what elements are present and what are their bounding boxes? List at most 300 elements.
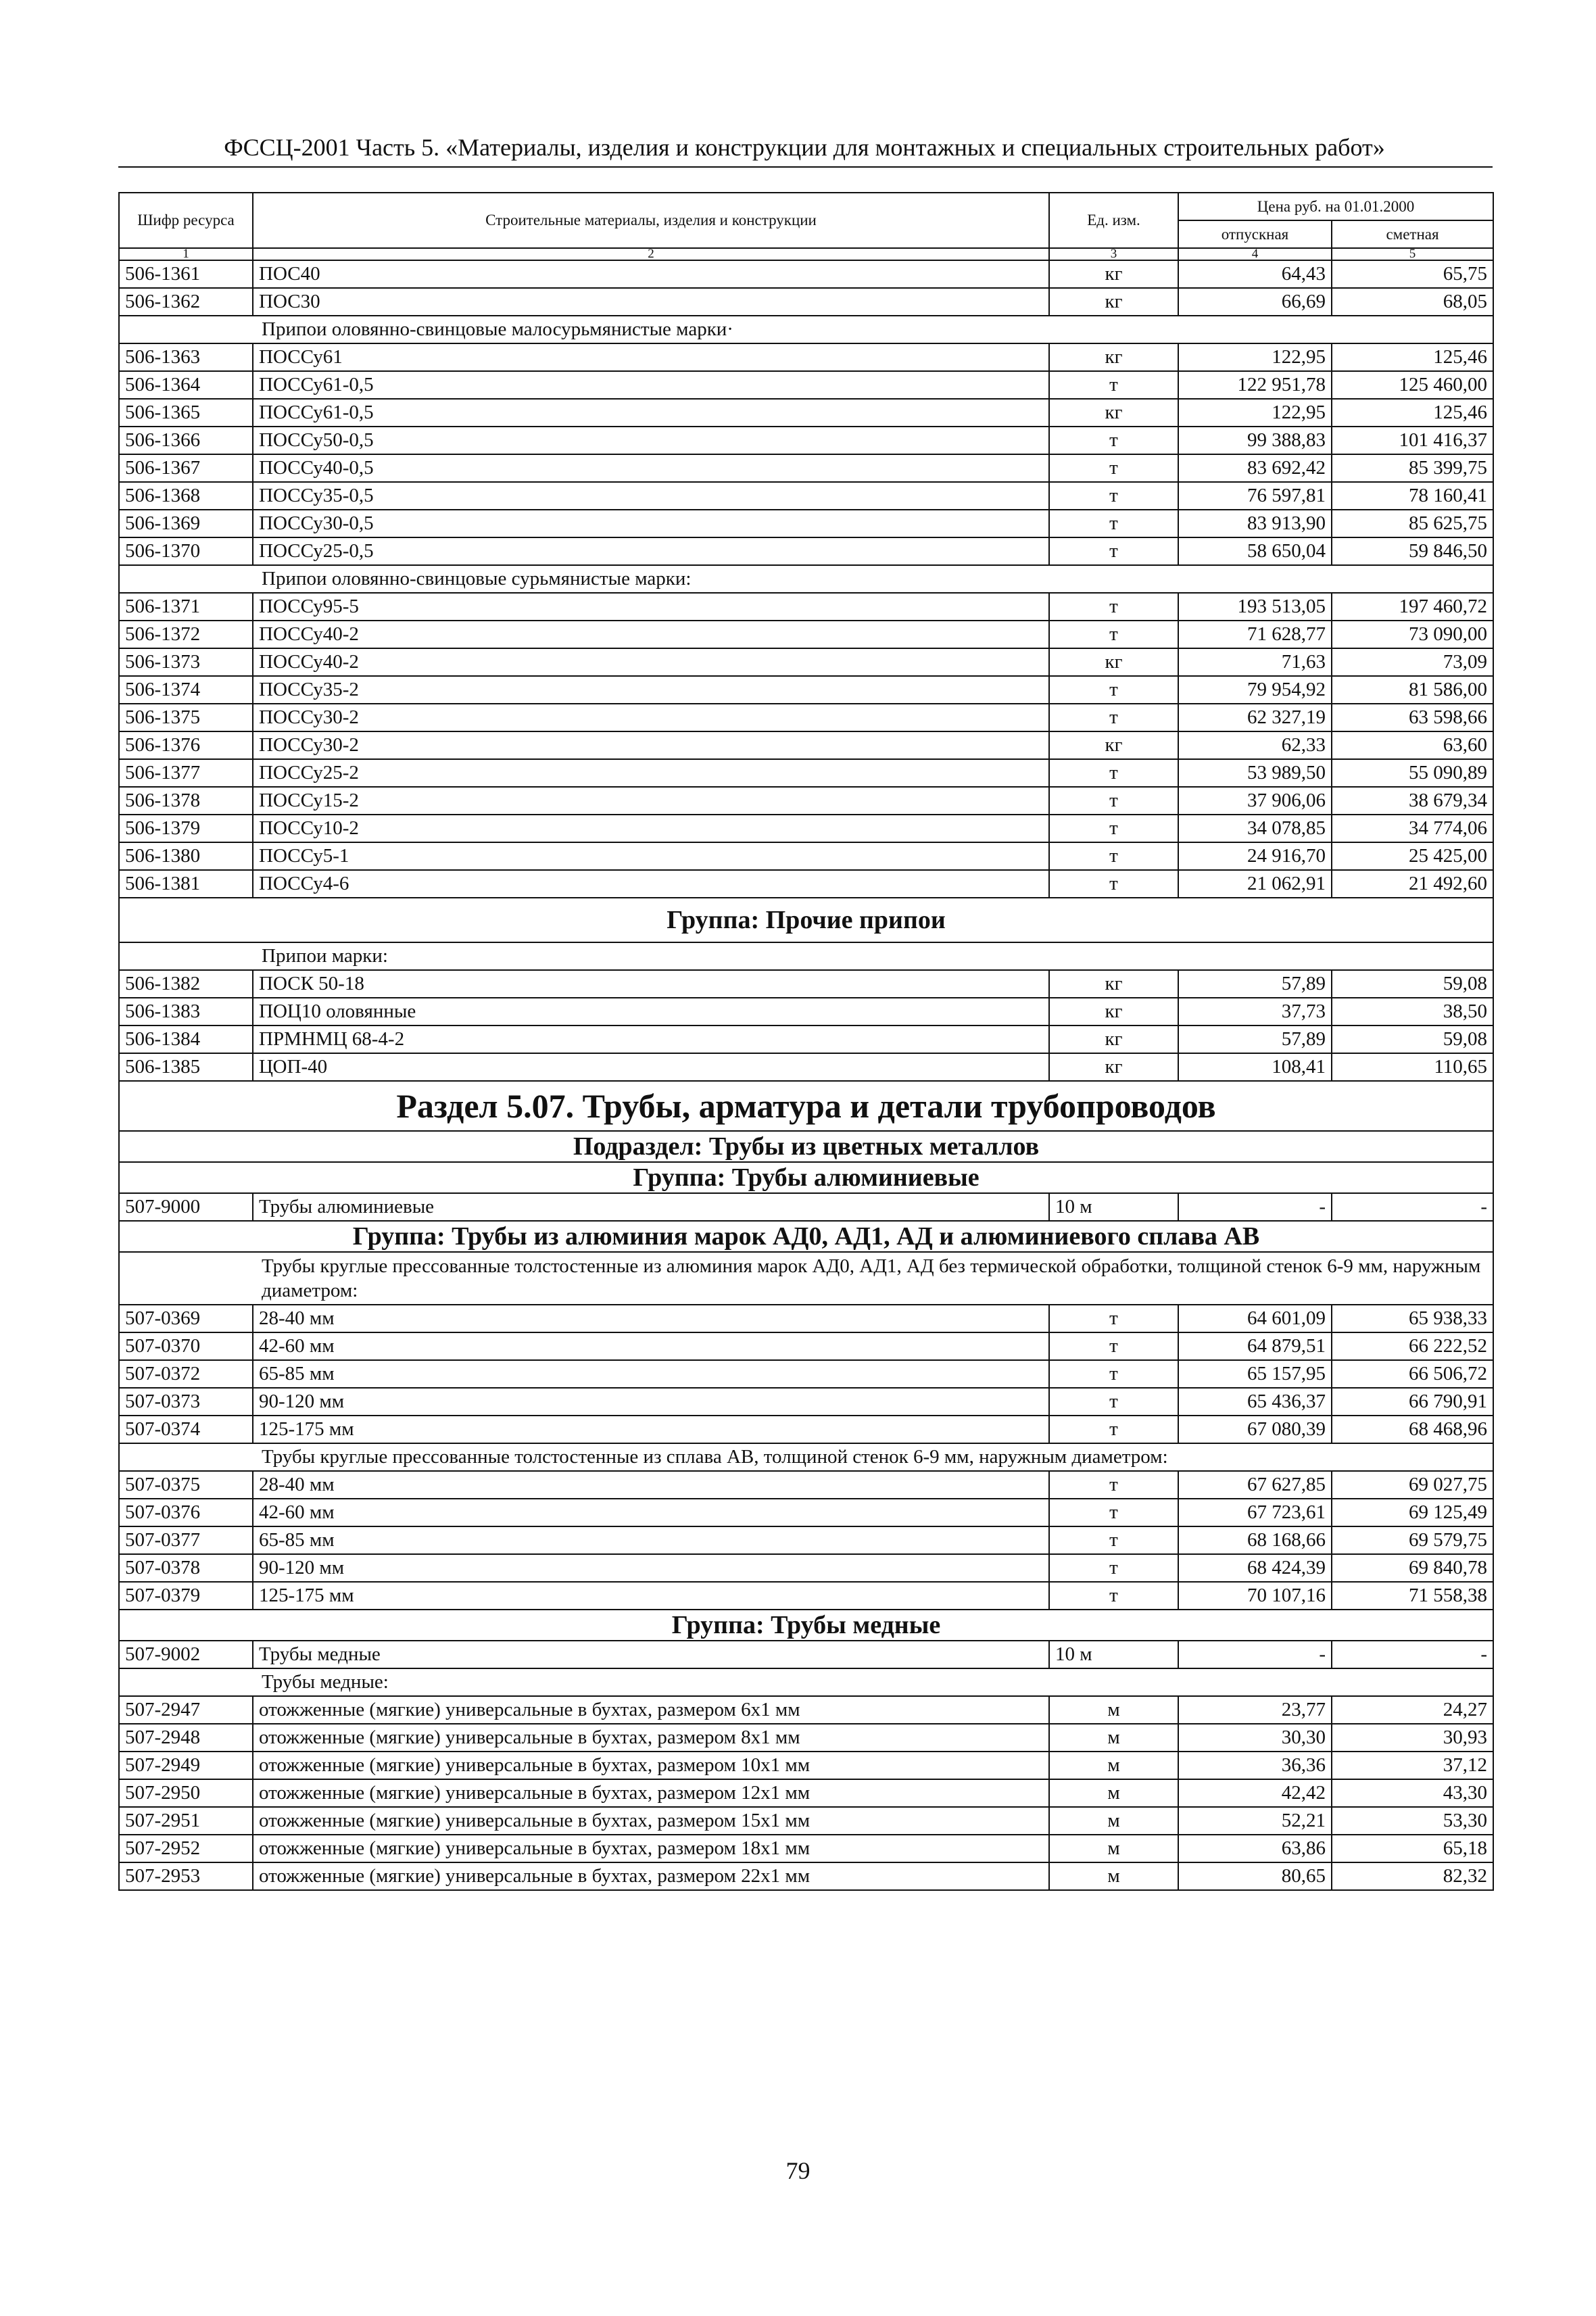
release-price: 57,89 xyxy=(1178,1026,1332,1053)
release-price: 64,43 xyxy=(1178,260,1332,288)
resource-code: 507-9002 xyxy=(119,1641,253,1668)
estimate-price: 66 790,91 xyxy=(1332,1388,1493,1416)
release-price: 37,73 xyxy=(1178,998,1332,1026)
unit-cell: т xyxy=(1049,510,1178,537)
estimate-price: 66 222,52 xyxy=(1332,1332,1493,1360)
subheading-row-row xyxy=(119,1252,1493,1305)
material-name: ПОССу50-0,5 xyxy=(253,427,1049,454)
subheading-row-row xyxy=(119,1668,1493,1696)
col-header-name: Строительные материалы, изделия и конструкции xyxy=(253,193,1049,248)
resource-code: 507-9000 xyxy=(119,1193,253,1221)
release-price: 21 062,91 xyxy=(1178,870,1332,898)
release-price: 71 628,77 xyxy=(1178,621,1332,648)
material-name: Трубы медные xyxy=(253,1641,1049,1668)
unit-cell: т xyxy=(1049,454,1178,482)
unit-cell: т xyxy=(1049,482,1178,510)
material-name: отожженные (мягкие) универсальные в бухтах, размером 12х1 мм xyxy=(253,1779,1049,1807)
subheading-row: Припои оловянно-свинцовые малосурьмянистые марки· xyxy=(119,316,1493,343)
release-price: 68 168,66 xyxy=(1178,1526,1332,1554)
col-header-release: отпускная xyxy=(1178,220,1332,248)
unit-cell: м xyxy=(1049,1724,1178,1752)
unit-cell: т xyxy=(1049,787,1178,815)
estimate-price: 81 586,00 xyxy=(1332,676,1493,704)
material-name: ПОССу15-2 xyxy=(253,787,1049,815)
table-row xyxy=(119,1332,1493,1360)
estimate-price: 125,46 xyxy=(1332,343,1493,371)
unit-cell: кг xyxy=(1049,998,1178,1026)
unit-cell: т xyxy=(1049,593,1178,621)
release-price: 68 424,39 xyxy=(1178,1554,1332,1582)
group-heading: Группа: Трубы из алюминия марок АД0, АД1, АД и алюминиевого сплава АВ xyxy=(119,1221,1493,1252)
unit-cell: т xyxy=(1049,1416,1178,1443)
resource-code: 506-1375 xyxy=(119,704,253,731)
estimate-price: 197 460,72 xyxy=(1332,593,1493,621)
unit-cell: т xyxy=(1049,870,1178,898)
estimate-price: 68 468,96 xyxy=(1332,1416,1493,1443)
release-price: 62 327,19 xyxy=(1178,704,1332,731)
table-row xyxy=(119,371,1493,399)
resource-code: 506-1362 xyxy=(119,288,253,316)
resource-code: 507-2948 xyxy=(119,1724,253,1752)
group-heading-row xyxy=(119,1221,1493,1252)
unit-cell: кг xyxy=(1049,260,1178,288)
estimate-price: 125,46 xyxy=(1332,399,1493,427)
col-number: 4 xyxy=(1178,248,1332,260)
table-row xyxy=(119,288,1493,316)
estimate-price: 43,30 xyxy=(1332,1779,1493,1807)
release-price: 24 916,70 xyxy=(1178,842,1332,870)
material-name: 90-120 мм xyxy=(253,1388,1049,1416)
col-number: 5 xyxy=(1332,248,1493,260)
release-price: 193 513,05 xyxy=(1178,593,1332,621)
table-row xyxy=(119,1193,1493,1221)
estimate-price: 63 598,66 xyxy=(1332,704,1493,731)
release-price: 71,63 xyxy=(1178,648,1332,676)
release-price: 108,41 xyxy=(1178,1053,1332,1081)
unit-cell: т xyxy=(1049,1332,1178,1360)
resource-code: 506-1380 xyxy=(119,842,253,870)
unit-cell: кг xyxy=(1049,648,1178,676)
unit-cell: кг xyxy=(1049,399,1178,427)
release-price: 122 951,78 xyxy=(1178,371,1332,399)
release-price: 67 723,61 xyxy=(1178,1499,1332,1526)
table-row xyxy=(119,731,1493,759)
subheading-row-row xyxy=(119,942,1493,970)
group-heading: Подраздел: Трубы из цветных металлов xyxy=(119,1131,1493,1162)
estimate-price: 65 938,33 xyxy=(1332,1305,1493,1332)
unit-cell: т xyxy=(1049,1305,1178,1332)
col-number: 2 xyxy=(253,248,1049,260)
unit-cell: т xyxy=(1049,759,1178,787)
material-name: ПОССу25-2 xyxy=(253,759,1049,787)
resource-code: 507-2953 xyxy=(119,1862,253,1890)
release-price: 52,21 xyxy=(1178,1807,1332,1835)
estimate-price: 66 506,72 xyxy=(1332,1360,1493,1388)
estimate-price: 25 425,00 xyxy=(1332,842,1493,870)
resource-code: 506-1379 xyxy=(119,815,253,842)
unit-cell: кг xyxy=(1049,343,1178,371)
release-price: 58 650,04 xyxy=(1178,537,1332,565)
resource-code: 507-0374 xyxy=(119,1416,253,1443)
resource-code: 506-1369 xyxy=(119,510,253,537)
material-name: ПОССу95-5 xyxy=(253,593,1049,621)
table-row xyxy=(119,537,1493,565)
table-row xyxy=(119,1526,1493,1554)
unit-cell: т xyxy=(1049,704,1178,731)
estimate-price: 30,93 xyxy=(1332,1724,1493,1752)
page-number: 79 xyxy=(785,2157,811,2184)
estimate-price: 34 774,06 xyxy=(1332,815,1493,842)
unit-cell: т xyxy=(1049,1582,1178,1610)
table-row xyxy=(119,648,1493,676)
resource-code: 507-0372 xyxy=(119,1360,253,1388)
table-row xyxy=(119,970,1493,998)
material-name: ПОССу30-2 xyxy=(253,704,1049,731)
subheading-row-row xyxy=(119,1443,1493,1471)
unit-cell: кг xyxy=(1049,1053,1178,1081)
resource-code: 506-1372 xyxy=(119,621,253,648)
release-price: 57,89 xyxy=(1178,970,1332,998)
release-price: 66,69 xyxy=(1178,288,1332,316)
resource-code: 507-2952 xyxy=(119,1835,253,1862)
table-row xyxy=(119,621,1493,648)
table-row xyxy=(119,1416,1493,1443)
estimate-price: 101 416,37 xyxy=(1332,427,1493,454)
estimate-price: 38,50 xyxy=(1332,998,1493,1026)
table-row xyxy=(119,1305,1493,1332)
col-header-estimate: сметная xyxy=(1332,220,1493,248)
material-name: 125-175 мм xyxy=(253,1416,1049,1443)
material-name: ПОС30 xyxy=(253,288,1049,316)
resource-code: 507-0378 xyxy=(119,1554,253,1582)
resource-code: 506-1378 xyxy=(119,787,253,815)
resource-code: 506-1374 xyxy=(119,676,253,704)
table-row xyxy=(119,759,1493,787)
estimate-price: 78 160,41 xyxy=(1332,482,1493,510)
material-name: отожженные (мягкие) универсальные в бухтах, размером 22х1 мм xyxy=(253,1862,1049,1890)
unit-cell: т xyxy=(1049,621,1178,648)
material-name: 125-175 мм xyxy=(253,1582,1049,1610)
estimate-price: 55 090,89 xyxy=(1332,759,1493,787)
release-price: 42,42 xyxy=(1178,1779,1332,1807)
table-row xyxy=(119,787,1493,815)
material-name: ЦОП-40 xyxy=(253,1053,1049,1081)
table-row xyxy=(119,343,1493,371)
page-header: ФССЦ-2001 Часть 5. «Материалы, изделия и конструкции для монтажных и специальных строительных работ» xyxy=(224,134,1385,161)
unit-cell: 10 м xyxy=(1049,1641,1178,1668)
unit-cell: т xyxy=(1049,1471,1178,1499)
table-row xyxy=(119,704,1493,731)
unit-cell: м xyxy=(1049,1752,1178,1779)
table-row xyxy=(119,1696,1493,1724)
release-price: 34 078,85 xyxy=(1178,815,1332,842)
material-name: ПОССу5-1 xyxy=(253,842,1049,870)
estimate-price: 73 090,00 xyxy=(1332,621,1493,648)
material-name: ПОССу61-0,5 xyxy=(253,399,1049,427)
release-price: 30,30 xyxy=(1178,1724,1332,1752)
table-row xyxy=(119,1471,1493,1499)
unit-cell: кг xyxy=(1049,970,1178,998)
resource-code: 506-1363 xyxy=(119,343,253,371)
table-row xyxy=(119,676,1493,704)
release-price: 122,95 xyxy=(1178,399,1332,427)
resource-code: 507-2950 xyxy=(119,1779,253,1807)
unit-cell: т xyxy=(1049,1554,1178,1582)
subheading-row: Трубы круглые прессованные толстостенные из сплава АВ, толщиной стенок 6-9 мм, наружным диаметром: xyxy=(119,1443,1493,1471)
material-name: ПОССу30-2 xyxy=(253,731,1049,759)
estimate-price: - xyxy=(1332,1641,1493,1668)
table-row xyxy=(119,260,1493,288)
resource-code: 506-1371 xyxy=(119,593,253,621)
estimate-price: 59 846,50 xyxy=(1332,537,1493,565)
resource-code: 507-0373 xyxy=(119,1388,253,1416)
table-row xyxy=(119,998,1493,1026)
section-heading-row xyxy=(119,1081,1493,1131)
unit-cell: т xyxy=(1049,1526,1178,1554)
unit-cell: т xyxy=(1049,676,1178,704)
unit-cell: т xyxy=(1049,1499,1178,1526)
table-row xyxy=(119,1724,1493,1752)
group-heading-row xyxy=(119,1162,1493,1193)
unit-cell: т xyxy=(1049,1388,1178,1416)
subheading-row-row xyxy=(119,565,1493,593)
release-price: 67 627,85 xyxy=(1178,1471,1332,1499)
material-name: ПОССу30-0,5 xyxy=(253,510,1049,537)
resource-code: 506-1383 xyxy=(119,998,253,1026)
estimate-price: 82,32 xyxy=(1332,1862,1493,1890)
estimate-price: 110,65 xyxy=(1332,1053,1493,1081)
material-name: 28-40 мм xyxy=(253,1305,1049,1332)
release-price: 65 436,37 xyxy=(1178,1388,1332,1416)
unit-cell: т xyxy=(1049,1360,1178,1388)
resource-code: 506-1367 xyxy=(119,454,253,482)
table-row xyxy=(119,1641,1493,1668)
release-price: 37 906,06 xyxy=(1178,787,1332,815)
table-row xyxy=(119,454,1493,482)
resource-code: 506-1373 xyxy=(119,648,253,676)
subheading-row: Трубы круглые прессованные толстостенные из алюминия марок АД0, АД1, АД без термической обработки, толщиной стенок 6-9 мм, наружным диаметром: xyxy=(119,1252,1493,1305)
table-row xyxy=(119,399,1493,427)
unit-cell: кг xyxy=(1049,1026,1178,1053)
table-row xyxy=(119,1835,1493,1862)
resource-code: 507-2949 xyxy=(119,1752,253,1779)
resource-code: 507-2947 xyxy=(119,1696,253,1724)
table-row xyxy=(119,593,1493,621)
table-row xyxy=(119,1360,1493,1388)
table-row xyxy=(119,1582,1493,1610)
material-name: ПРМНМЦ 68-4-2 xyxy=(253,1026,1049,1053)
estimate-price: 69 125,49 xyxy=(1332,1499,1493,1526)
resource-code: 507-0379 xyxy=(119,1582,253,1610)
release-price: 65 157,95 xyxy=(1178,1360,1332,1388)
group-heading-row xyxy=(119,1131,1493,1162)
unit-cell: т xyxy=(1049,427,1178,454)
table-row xyxy=(119,482,1493,510)
table-row xyxy=(119,1388,1493,1416)
resource-code: 507-2951 xyxy=(119,1807,253,1835)
unit-cell: т xyxy=(1049,537,1178,565)
unit-cell: т xyxy=(1049,842,1178,870)
release-price: 83 913,90 xyxy=(1178,510,1332,537)
material-name: ПОЦ10 оловянные xyxy=(253,998,1049,1026)
section-heading: Раздел 5.07. Трубы, арматура и детали трубопроводов xyxy=(119,1081,1493,1131)
estimate-price: 69 840,78 xyxy=(1332,1554,1493,1582)
resource-code: 507-0377 xyxy=(119,1526,253,1554)
release-price: 83 692,42 xyxy=(1178,454,1332,482)
material-name: ПОССу4-6 xyxy=(253,870,1049,898)
estimate-price: 37,12 xyxy=(1332,1752,1493,1779)
resource-code: 506-1385 xyxy=(119,1053,253,1081)
estimate-price: 71 558,38 xyxy=(1332,1582,1493,1610)
unit-cell: м xyxy=(1049,1862,1178,1890)
material-name: отожженные (мягкие) универсальные в бухтах, размером 6х1 мм xyxy=(253,1696,1049,1724)
table-row xyxy=(119,842,1493,870)
material-name: отожженные (мягкие) универсальные в бухтах, размером 8х1 мм xyxy=(253,1724,1049,1752)
unit-cell: т xyxy=(1049,815,1178,842)
release-price: 36,36 xyxy=(1178,1752,1332,1779)
estimate-price: 59,08 xyxy=(1332,970,1493,998)
material-name: ПОССу35-2 xyxy=(253,676,1049,704)
estimate-price: 65,75 xyxy=(1332,260,1493,288)
material-name: отожженные (мягкие) универсальные в бухтах, размером 10х1 мм xyxy=(253,1752,1049,1779)
unit-cell: кг xyxy=(1049,731,1178,759)
estimate-price: 85 399,75 xyxy=(1332,454,1493,482)
unit-cell: т xyxy=(1049,371,1178,399)
estimate-price: 24,27 xyxy=(1332,1696,1493,1724)
header-rule xyxy=(118,166,1493,168)
estimate-price: 38 679,34 xyxy=(1332,787,1493,815)
subheading-row: Трубы медные: xyxy=(119,1668,1493,1696)
release-price: - xyxy=(1178,1193,1332,1221)
resource-code: 506-1365 xyxy=(119,399,253,427)
material-name: ПОСК 50-18 xyxy=(253,970,1049,998)
resource-code: 506-1370 xyxy=(119,537,253,565)
resource-code: 506-1376 xyxy=(119,731,253,759)
price-table xyxy=(118,192,1494,1891)
estimate-price: 73,09 xyxy=(1332,648,1493,676)
release-price: 70 107,16 xyxy=(1178,1582,1332,1610)
estimate-price: 69 579,75 xyxy=(1332,1526,1493,1554)
table-body xyxy=(119,260,1493,1890)
material-name: 42-60 мм xyxy=(253,1332,1049,1360)
material-name: ПОССу35-0,5 xyxy=(253,482,1049,510)
estimate-price: 59,08 xyxy=(1332,1026,1493,1053)
release-price: 62,33 xyxy=(1178,731,1332,759)
resource-code: 507-0369 xyxy=(119,1305,253,1332)
group-heading-row xyxy=(119,1610,1493,1641)
table-row xyxy=(119,1752,1493,1779)
resource-code: 507-0375 xyxy=(119,1471,253,1499)
group-heading: Группа: Трубы медные xyxy=(119,1610,1493,1641)
table-row xyxy=(119,1554,1493,1582)
material-name: ПОССу25-0,5 xyxy=(253,537,1049,565)
table-row xyxy=(119,1807,1493,1835)
release-price: 23,77 xyxy=(1178,1696,1332,1724)
material-name: 42-60 мм xyxy=(253,1499,1049,1526)
col-header-price: Цена руб. на 01.01.2000 xyxy=(1178,193,1493,220)
release-price: 80,65 xyxy=(1178,1862,1332,1890)
resource-code: 507-0376 xyxy=(119,1499,253,1526)
material-name: 28-40 мм xyxy=(253,1471,1049,1499)
subheading-row: Припои оловянно-свинцовые сурьмянистые марки: xyxy=(119,565,1493,593)
estimate-price: 85 625,75 xyxy=(1332,510,1493,537)
table-row xyxy=(119,870,1493,898)
resource-code: 506-1366 xyxy=(119,427,253,454)
col-header-unit: Ед. изм. xyxy=(1049,193,1178,248)
material-name: Трубы алюминиевые xyxy=(253,1193,1049,1221)
release-price: 64 879,51 xyxy=(1178,1332,1332,1360)
resource-code: 506-1381 xyxy=(119,870,253,898)
material-name: 90-120 мм xyxy=(253,1554,1049,1582)
unit-cell: м xyxy=(1049,1835,1178,1862)
resource-code: 506-1368 xyxy=(119,482,253,510)
release-price: 122,95 xyxy=(1178,343,1332,371)
estimate-price: 68,05 xyxy=(1332,288,1493,316)
resource-code: 506-1361 xyxy=(119,260,253,288)
estimate-price: 65,18 xyxy=(1332,1835,1493,1862)
release-price: 63,86 xyxy=(1178,1835,1332,1862)
estimate-price: - xyxy=(1332,1193,1493,1221)
table-row xyxy=(119,1862,1493,1890)
estimate-price: 125 460,00 xyxy=(1332,371,1493,399)
estimate-price: 69 027,75 xyxy=(1332,1471,1493,1499)
table-row xyxy=(119,1499,1493,1526)
release-price: 99 388,83 xyxy=(1178,427,1332,454)
table-head xyxy=(119,193,1493,260)
table-row xyxy=(119,1053,1493,1081)
release-price: 76 597,81 xyxy=(1178,482,1332,510)
material-name: ПОССу61-0,5 xyxy=(253,371,1049,399)
release-price: 67 080,39 xyxy=(1178,1416,1332,1443)
resource-code: 506-1384 xyxy=(119,1026,253,1053)
material-name: ПОССу40-2 xyxy=(253,648,1049,676)
material-name: ПОС40 xyxy=(253,260,1049,288)
resource-code: 506-1364 xyxy=(119,371,253,399)
table-row xyxy=(119,815,1493,842)
group-heading: Группа: Трубы алюминиевые xyxy=(119,1162,1493,1193)
material-name: ПОССу40-2 xyxy=(253,621,1049,648)
table-row xyxy=(119,427,1493,454)
subheading-row: Припои марки: xyxy=(119,942,1493,970)
material-name: отожженные (мягкие) универсальные в бухтах, размером 18х1 мм xyxy=(253,1835,1049,1862)
col-header-code: Шифр ресурса xyxy=(119,193,253,248)
unit-cell: м xyxy=(1049,1696,1178,1724)
estimate-price: 53,30 xyxy=(1332,1807,1493,1835)
material-name: ПОССу61 xyxy=(253,343,1049,371)
unit-cell: кг xyxy=(1049,288,1178,316)
material-name: ПОССу40-0,5 xyxy=(253,454,1049,482)
material-name: 65-85 мм xyxy=(253,1360,1049,1388)
material-name: ПОССу10-2 xyxy=(253,815,1049,842)
table-row xyxy=(119,1779,1493,1807)
resource-code: 506-1377 xyxy=(119,759,253,787)
col-number: 1 xyxy=(119,248,253,260)
release-price: 79 954,92 xyxy=(1178,676,1332,704)
material-name: 65-85 мм xyxy=(253,1526,1049,1554)
unit-cell: м xyxy=(1049,1779,1178,1807)
estimate-price: 21 492,60 xyxy=(1332,870,1493,898)
table-row xyxy=(119,1026,1493,1053)
release-price: - xyxy=(1178,1641,1332,1668)
group-heading-row xyxy=(119,898,1493,942)
subheading-row-row xyxy=(119,316,1493,343)
resource-code: 507-0370 xyxy=(119,1332,253,1360)
table-row xyxy=(119,510,1493,537)
unit-cell: м xyxy=(1049,1807,1178,1835)
group-heading: Группа: Прочие припои xyxy=(119,898,1493,942)
estimate-price: 63,60 xyxy=(1332,731,1493,759)
col-number: 3 xyxy=(1049,248,1178,260)
